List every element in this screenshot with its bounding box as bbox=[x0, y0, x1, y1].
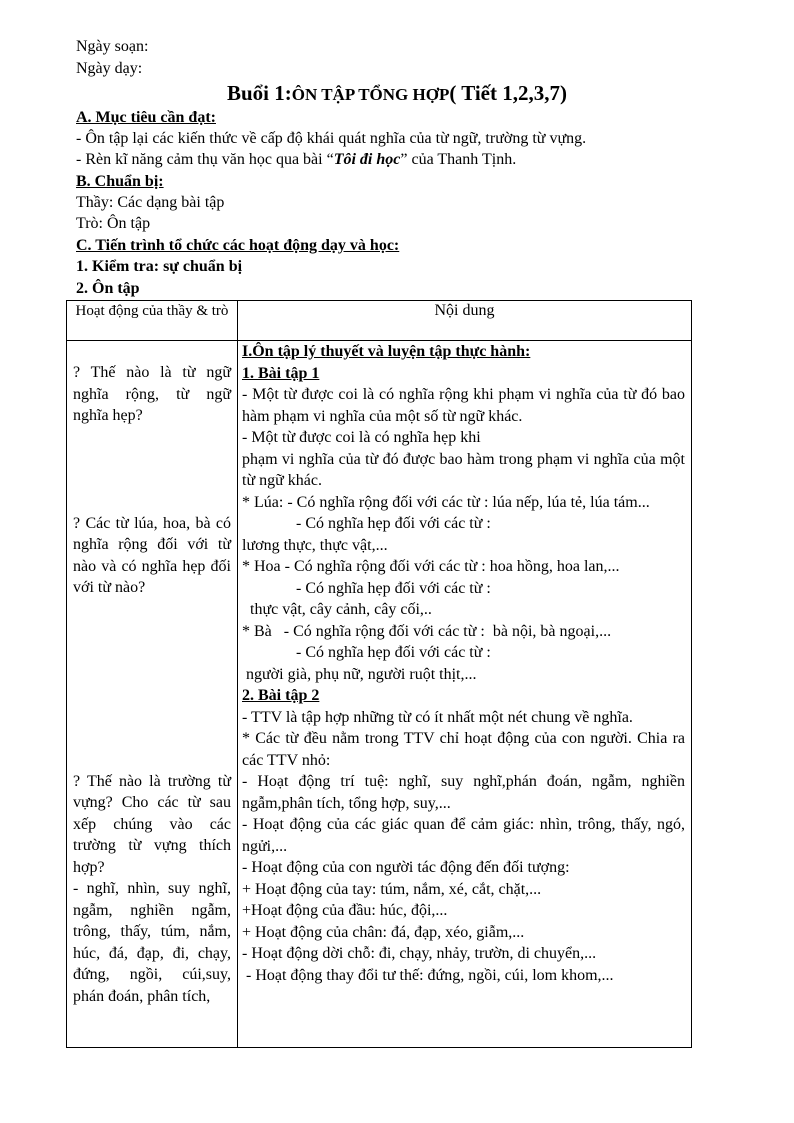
section-c-item-1: 1. Kiểm tra: sự chuẩn bị bbox=[76, 258, 243, 275]
objective-line-1: - Ôn tập lại các kiến thức về cấp độ khái quát nghĩa của từ ngữ, trường từ vựng. bbox=[76, 130, 587, 147]
section-c-heading: C. Tiến trình tổ chức các hoạt động dạy và học: bbox=[76, 237, 400, 254]
student-prep: Trò: Ôn tập bbox=[76, 215, 151, 232]
date-prepared: Ngày soạn: bbox=[76, 38, 149, 55]
content-column bbox=[238, 341, 692, 1048]
date-taught: Ngày dạy: bbox=[76, 60, 143, 77]
teacher-prep: Thầy: Các dạng bài tập bbox=[76, 194, 225, 211]
lua-narrow-words: lương thực, thực vật,... bbox=[242, 536, 388, 554]
hoa-narrow: - Có nghĩa hẹp đối với các từ : bbox=[296, 579, 491, 597]
activity-column bbox=[67, 341, 238, 1048]
section-b-heading: B. Chuẩn bị: bbox=[76, 173, 164, 190]
exercise-2-heading: 2. Bài tập 2 bbox=[242, 687, 320, 704]
objective-line-2-after: ” của Thanh Tịnh. bbox=[400, 151, 517, 168]
exercise-1-line-2: - Một từ được coi là có nghĩa hẹp khi bbox=[242, 429, 481, 446]
ba-narrow: - Có nghĩa hẹp đối với các từ : bbox=[296, 644, 491, 661]
part-1-heading: I.Ôn tập lý thuyết và luyện tập thực hành: bbox=[242, 343, 531, 360]
table-row bbox=[67, 341, 692, 1048]
objective-line-2-before: - Rèn kĩ năng cảm thụ văn học qua bài “ bbox=[76, 151, 334, 168]
objective-line-2 bbox=[76, 149, 516, 170]
exercise-2-line-1: - TTV là tập hợp những từ có ít nhất một nét chung về nghĩa. bbox=[242, 708, 633, 726]
exercise-2-line-9: - Hoạt động dời chỗ: đi, chạy, nhảy, trườn, di chuyển,... bbox=[242, 945, 597, 962]
page-title bbox=[0, 80, 794, 108]
title-prefix: Buổi 1: bbox=[227, 81, 292, 105]
exercise-2-line-5: - Hoạt động của con người tác động đến đối tượng: bbox=[242, 859, 570, 876]
exercise-2-line-4: - Hoạt động của các giác quan để cảm giác: nhìn, trông, thấy, ngó, ngửi,... bbox=[242, 816, 685, 855]
exercise-1-heading: 1. Bài tập 1 bbox=[242, 364, 320, 382]
question-3: ? Thế nào là trường từ vựng? Cho các từ sau xếp chúng vào các trường từ vựng thích hợp? bbox=[73, 772, 231, 876]
exercise-1-line-3: phạm vi nghĩa của từ đó được bao hàm trong phạm vi nghĩa của một từ ngữ khác. bbox=[242, 450, 685, 489]
hoa-broad: * Hoa - Có nghĩa rộng đối với các từ : hoa hồng, hoa lan,... bbox=[242, 558, 620, 575]
ba-broad: * Bà - Có nghĩa rộng đối với các từ : bà nội, bà ngoại,... bbox=[242, 622, 612, 640]
exercise-2-line-10: - Hoạt động thay đổi tư thế: đứng, ngồi, cúi, lom khom,... bbox=[242, 966, 614, 984]
question-1: ? Thế nào là từ ngữ nghĩa rộng, từ ngữ nghĩa hẹp? bbox=[73, 364, 231, 424]
header-content: Nội dung bbox=[238, 301, 692, 341]
hoa-narrow-words: thực vật, cây cảnh, cây cối,.. bbox=[242, 601, 432, 618]
lesson-table bbox=[66, 300, 692, 1048]
exercise-2-line-8: + Hoạt động của chân: đá, đạp, xéo, giẫm,... bbox=[242, 923, 525, 941]
question-3-words: - nghĩ, nhìn, suy nghĩ, ngẫm, nghiền ngẫm, trông, thấy, túm, nắm, húc, đá, đạp, đi, chạy, đứng, ngồi, cúi,suy, phán đoán, phân tích, bbox=[73, 880, 231, 1005]
exercise-2-line-7: +Hoạt động của đầu: húc, đội,... bbox=[242, 902, 448, 919]
title-suffix: ( Tiết 1,2,3,7) bbox=[449, 81, 567, 105]
table-header-row bbox=[67, 301, 692, 341]
question-2: ? Các từ lúa, hoa, bà có nghĩa rộng đối với từ nào và có nghĩa hẹp đối với từ nào? bbox=[73, 514, 231, 596]
exercise-2-line-2: * Các từ đều nằm trong TTV chỉ hoạt động của con người. Chia ra các TTV nhỏ: bbox=[242, 730, 685, 769]
section-a-heading: A. Mục tiêu cần đạt: bbox=[76, 109, 216, 126]
exercise-2-line-3: - Hoạt động trí tuệ: nghĩ, suy nghĩ,phán đoán, ngẫm, nghiền ngẫm,phân tích, tổng hợp, suy,... bbox=[242, 773, 685, 812]
title-caps: ÔN TẬP TỔNG HỢP bbox=[291, 85, 450, 104]
lua-narrow: - Có nghĩa hẹp đối với các từ : bbox=[296, 515, 491, 532]
ba-narrow-words: người già, phụ nữ, người ruột thịt,... bbox=[242, 665, 477, 683]
work-title: Tôi đi học bbox=[333, 151, 401, 168]
section-c-item-2: 2. Ôn tập bbox=[76, 280, 140, 297]
exercise-1-line-1: - Một từ được coi là có nghĩa rộng khi phạm vi nghĩa của từ đó bao hàm phạm vi nghĩa của một số từ ngữ khác. bbox=[242, 386, 685, 425]
exercise-2-line-6: + Hoạt động của tay: túm, nắm, xé, cắt, chặt,... bbox=[242, 880, 542, 898]
header-teacher-student: Hoạt động của thầy & trò bbox=[67, 301, 238, 341]
lua-broad: * Lúa: - Có nghĩa rộng đối với các từ : lúa nếp, lúa tẻ, lúa tám... bbox=[242, 493, 650, 511]
